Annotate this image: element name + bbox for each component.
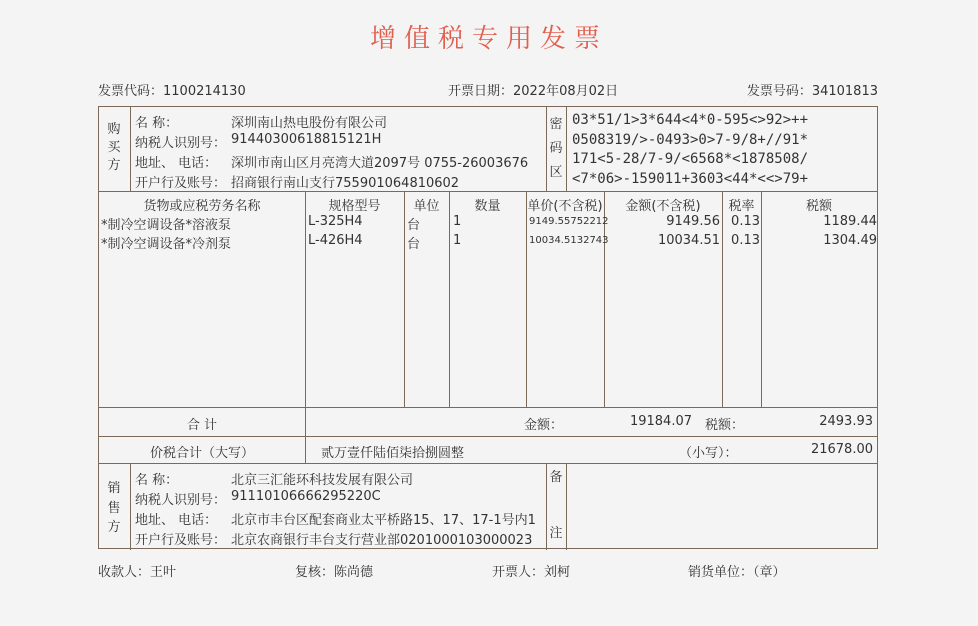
payee — [98, 561, 176, 580]
item-model: L-325H4 — [308, 214, 363, 229]
grand-total-label: 价税合计（大写） — [149, 446, 254, 461]
seller-address-label: 地址、 电话： — [135, 513, 218, 528]
item-tax: 1304.49 — [823, 233, 877, 248]
reviewer — [295, 561, 373, 580]
totals-tax-label: 税额： — [705, 418, 745, 433]
divider — [546, 107, 547, 191]
reviewer-value: 陈尚德 — [334, 565, 374, 580]
cipher-side-char: 密 — [549, 117, 563, 132]
issuer — [492, 561, 570, 580]
col-header-name: 货物或应税劳务名称 — [143, 199, 261, 214]
item-amount: 10034.51 — [657, 233, 720, 248]
item-model: L-426H4 — [308, 233, 363, 248]
divider — [404, 191, 405, 407]
col-header-price: 单价(不含税) — [527, 199, 603, 214]
seller-tax-id-label: 纳税人识别号： — [135, 493, 227, 508]
seller-side-char: 销 — [107, 481, 121, 496]
divider — [526, 191, 527, 407]
seller-side-label — [107, 479, 121, 538]
item-name: *制冷空调设备*溶液泵 — [101, 218, 232, 233]
invoice-code — [98, 80, 246, 99]
payee-label: 收款人： — [98, 565, 151, 580]
buyer-side-char: 买 — [107, 140, 121, 156]
col-header-qty: 数量 — [474, 199, 501, 214]
payee-value: 王叶 — [150, 565, 177, 580]
remark-label — [549, 469, 563, 549]
cipher-side-char: 区 — [549, 165, 563, 181]
totals-amount: 19184.07 — [629, 414, 692, 429]
invoice-table — [98, 106, 878, 549]
item-unit: 台 — [407, 218, 421, 233]
item-amount: 9149.56 — [666, 214, 720, 229]
col-header-model: 规格型号 — [328, 199, 381, 214]
divider — [99, 463, 877, 464]
item-unit: 台 — [407, 237, 421, 252]
divider — [566, 107, 567, 191]
buyer-name: 深圳南山热电股份有限公司 — [231, 116, 388, 131]
divider — [99, 436, 877, 437]
seller-name: 北京三汇能环科技发展有限公司 — [231, 473, 414, 488]
seller-bank-label: 开户行及账号： — [135, 533, 227, 548]
seller-tax-id: 91110106666295220C — [231, 489, 381, 504]
grand-total-value: 21678.00 — [810, 442, 873, 457]
col-header-tax: 税额 — [805, 199, 832, 214]
divider — [305, 191, 306, 407]
grand-total-words: 贰万壹仟陆佰柒拾捌圆整 — [321, 446, 465, 461]
buyer-tax-id: 91440300618815121H — [231, 132, 382, 147]
divider — [566, 463, 567, 550]
remark-char: 备 — [549, 470, 563, 485]
col-header-amount: 金额(不含税) — [625, 199, 701, 214]
seller-side-char: 售 — [107, 500, 121, 516]
buyer-address: 深圳市南山区月亮湾大道2097号 0755-26003676 — [231, 156, 529, 171]
buyer-name-label: 名 称： — [135, 116, 179, 131]
item-qty: 1 — [453, 214, 462, 229]
cipher-line: 0508319/>-0493>0>7-9/8+//91* — [572, 131, 809, 148]
item-rate: 0.13 — [731, 233, 760, 248]
item-rate: 0.13 — [731, 214, 760, 229]
issue-date-value: 2022年08月02日 — [513, 84, 619, 99]
buyer-side-char: 购 — [107, 122, 121, 137]
item-qty: 1 — [453, 233, 462, 248]
invoice-code-label: 发票代码： — [98, 84, 164, 99]
buyer-bank: 招商银行南山支行755901064810602 — [231, 176, 460, 191]
item-price: 9149.55752212 — [529, 216, 609, 227]
buyer-address-label: 地址、 电话： — [135, 156, 218, 171]
issuer-label: 开票人： — [492, 565, 545, 580]
grand-total-small-label: （小写）： — [679, 446, 738, 461]
seller-unit: 销货单位：（章） — [688, 565, 786, 580]
seller-name-label: 名 称： — [135, 473, 179, 488]
page-title: 增值税专用发票 — [369, 24, 608, 54]
issuer-value: 刘柯 — [544, 565, 571, 580]
totals-amount-label: 金额： — [524, 418, 564, 433]
seller-bank: 北京农商银行丰台支行营业部0201000103000023 — [231, 533, 533, 548]
totals-tax: 2493.93 — [819, 414, 873, 429]
divider — [130, 107, 131, 191]
remark-char: 注 — [549, 526, 563, 542]
seller-side-char: 方 — [107, 520, 121, 535]
cipher-block — [572, 111, 808, 189]
reviewer-label: 复核： — [295, 565, 335, 580]
invoice-code-value: 1100214130 — [163, 84, 246, 99]
issue-date-label: 开票日期： — [448, 84, 514, 99]
divider — [449, 191, 450, 407]
buyer-side-label — [107, 121, 121, 176]
divider — [305, 407, 306, 463]
item-price: 10034.5132743 — [529, 235, 609, 246]
cipher-line: 171<5-28/7-9/<6568*<1878508/ — [572, 151, 809, 167]
divider — [130, 463, 131, 550]
invoice-number-value: 34101813 — [811, 84, 878, 99]
divider — [99, 407, 877, 408]
item-name: *制冷空调设备*冷剂泵 — [101, 237, 232, 252]
col-header-rate: 税率 — [728, 199, 755, 214]
item-tax: 1189.44 — [823, 214, 877, 229]
issue-date — [448, 80, 618, 99]
cipher-side-char: 码 — [549, 141, 563, 157]
buyer-tax-id-label: 纳税人识别号： — [135, 136, 227, 151]
col-header-unit: 单位 — [413, 199, 440, 214]
buyer-side-char: 方 — [107, 158, 121, 174]
invoice-number-label: 发票号码： — [746, 84, 812, 99]
buyer-bank-label: 开户行及账号： — [135, 176, 227, 191]
totals-label: 合 计 — [186, 418, 218, 433]
cipher-side-label — [549, 113, 563, 185]
seller-address: 北京市丰台区配套商业太平桥路15、17、17-1号内1 — [231, 513, 536, 528]
cipher-line: <7*06>-159011+3603<44*<<>79+ — [572, 170, 809, 187]
cipher-line: 03*51/1>3*644<4*0-595<>92>++ — [572, 112, 809, 128]
divider — [546, 463, 547, 550]
invoice-number — [747, 80, 878, 99]
